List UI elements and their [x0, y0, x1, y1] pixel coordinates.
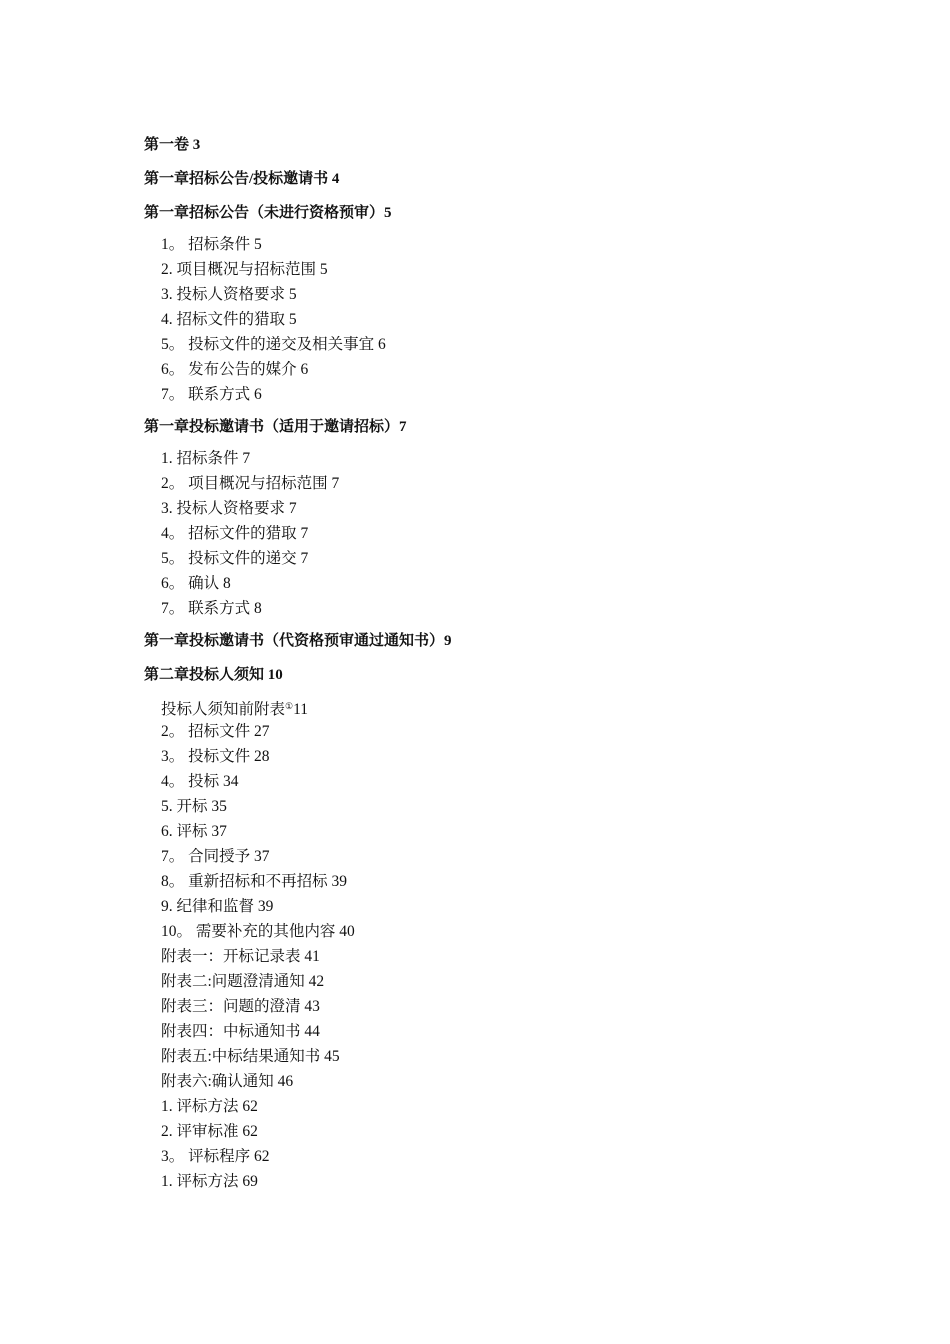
toc-entry[interactable]: 5。 投标文件的递交及相关事宜 6: [161, 336, 386, 353]
toc-entry[interactable]: 8。 重新招标和不再招标 39: [161, 873, 348, 890]
toc-entry[interactable]: 5。 投标文件的递交 7: [161, 550, 309, 567]
toc-entry-label: 投标人须知前附表: [161, 701, 286, 718]
toc-entry[interactable]: 3。 评标程序 62: [161, 1148, 270, 1165]
toc-entry-bidder-notice-appendix[interactable]: [144, 694, 844, 719]
toc-entry[interactable]: 2. 项目概况与招标范围 5: [161, 261, 328, 278]
toc-entry[interactable]: 附表五:中标结果通知书 45: [161, 1048, 340, 1065]
toc-heading-volume-1[interactable]: 第一卷 3: [144, 137, 201, 153]
toc-entry[interactable]: 2. 评审标准 62: [161, 1123, 258, 1140]
toc-entry[interactable]: 6。 确认 8: [161, 575, 231, 592]
toc-heading-chapter-1[interactable]: 第一章招标公告/投标邀请书 4: [144, 171, 340, 187]
toc-entry[interactable]: 附表一：开标记录表 41: [161, 948, 320, 965]
toc-entry[interactable]: 4. 招标文件的猎取 5: [161, 311, 297, 328]
toc-entry[interactable]: 6. 评标 37: [161, 823, 227, 840]
toc-section-announcement-list: [144, 232, 844, 407]
toc-entry[interactable]: 7。 联系方式 8: [161, 600, 262, 617]
toc-entry[interactable]: 2。 项目概况与招标范围 7: [161, 475, 340, 492]
toc-heading-invitation-prequal[interactable]: 第一章投标邀请书（代资格预审通过通知书）9: [144, 633, 452, 649]
toc-entry[interactable]: 1. 评标方法 69: [161, 1173, 258, 1190]
toc-entry[interactable]: 3. 投标人资格要求 5: [161, 286, 297, 303]
toc-entry[interactable]: 7。 合同授予 37: [161, 848, 270, 865]
toc-entry[interactable]: 附表六:确认通知 46: [161, 1073, 294, 1090]
toc-entry[interactable]: 附表四：中标通知书 44: [161, 1023, 320, 1040]
toc-entry[interactable]: 4。 招标文件的猎取 7: [161, 525, 309, 542]
toc-section-invitation-list: [144, 446, 844, 621]
toc-entry[interactable]: 1. 招标条件 7: [161, 450, 251, 467]
footnote-marker: ①: [285, 701, 294, 711]
toc-entry-page: 11: [293, 701, 309, 718]
toc-entry[interactable]: 5. 开标 35: [161, 798, 227, 815]
toc-entry[interactable]: 4。 投标 34: [161, 773, 239, 790]
toc-heading-chapter-2[interactable]: 第二章投标人须知 10: [144, 667, 283, 683]
toc-section-bidder-notice-list: [144, 694, 844, 1194]
toc-entry[interactable]: 附表三：问题的澄清 43: [161, 998, 320, 1015]
toc-heading-announcement[interactable]: 第一章招标公告（未进行资格预审）5: [144, 205, 392, 221]
toc-entry[interactable]: 3。 投标文件 28: [161, 748, 270, 765]
toc-entry[interactable]: 2。 招标文件 27: [161, 723, 270, 740]
toc-entry[interactable]: 10。 需要补充的其他内容 40: [161, 923, 355, 940]
toc-heading-invitation[interactable]: 第一章投标邀请书（适用于邀请招标）7: [144, 419, 407, 435]
table-of-contents: [144, 135, 844, 1194]
toc-entry[interactable]: 附表二:问题澄清通知 42: [161, 973, 325, 990]
toc-entry[interactable]: 9. 纪律和监督 39: [161, 898, 274, 915]
toc-entry[interactable]: 1. 评标方法 62: [161, 1098, 258, 1115]
toc-entry[interactable]: 1。 招标条件 5: [161, 236, 262, 253]
toc-entry[interactable]: 6。 发布公告的媒介 6: [161, 361, 309, 378]
toc-entry[interactable]: 7。 联系方式 6: [161, 386, 262, 403]
toc-entry[interactable]: 3. 投标人资格要求 7: [161, 500, 297, 517]
